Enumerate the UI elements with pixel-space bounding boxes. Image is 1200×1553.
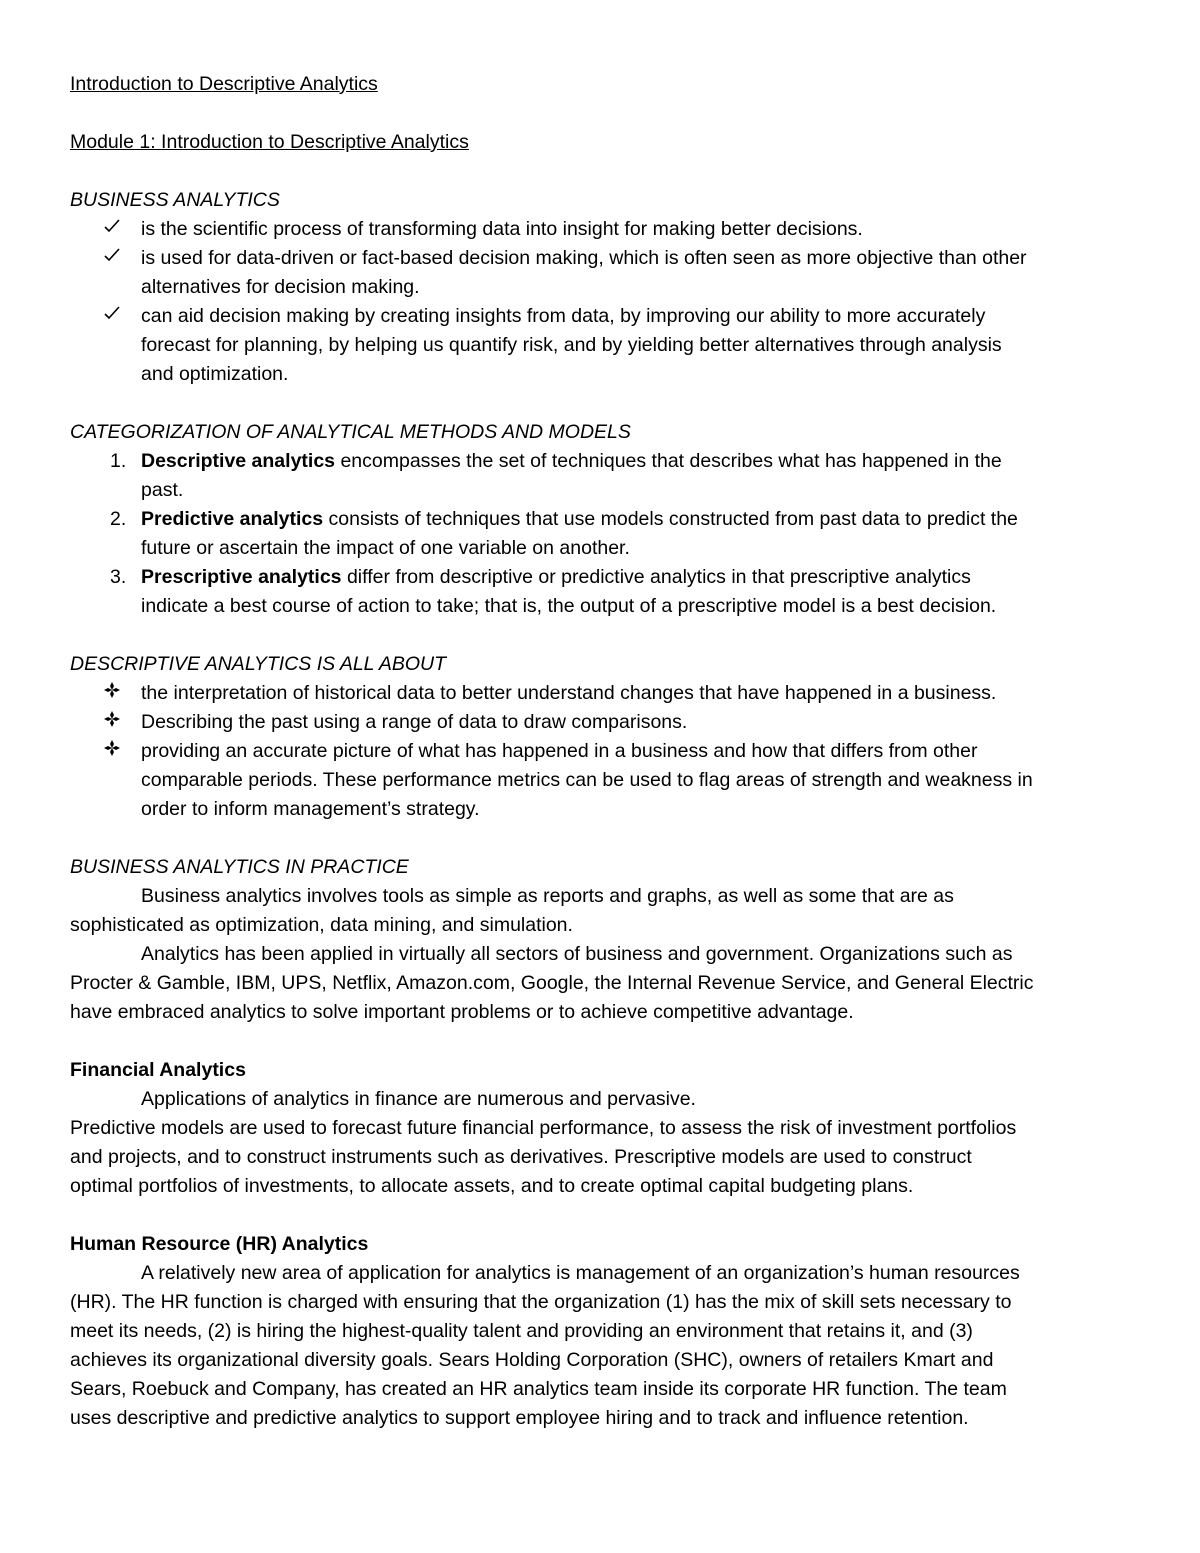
categorization-heading: CATEGORIZATION OF ANALYTICAL METHODS AND MODELS <box>70 421 631 443</box>
in-practice-heading: BUSINESS ANALYTICS IN PRACTICE <box>70 856 409 878</box>
module-heading: Module 1: Introduction to Descriptive Analytics <box>70 131 469 153</box>
paragraph-line: Business analytics involves tools as simple as reports and graphs, as well as some that are as <box>141 885 954 907</box>
paragraph-line: A relatively new area of application for analytics is management of an organization’s human resources <box>141 1262 1020 1284</box>
list-item: 3. Prescriptive analytics differ from descriptive or predictive analytics in that prescriptive analytics indicate a best course of action to take; that is, the output of a prescriptive model is a best decision. <box>110 566 997 617</box>
list-item: 1. Descriptive analytics encompasses the set of techniques that describes what has happened in the past. <box>110 450 1002 501</box>
financial-heading: Financial Analytics <box>70 1059 246 1081</box>
diamond-bullet-icon <box>103 737 133 766</box>
paragraph-line: Applications of analytics in finance are numerous and pervasive. <box>141 1088 696 1110</box>
paragraph-line: Predictive models are used to forecast future financial performance, to assess the risk of investment portfolios <box>70 1117 1017 1139</box>
diamond-bullet-icon <box>103 708 133 737</box>
list-item: can aid decision making by creating insights from data, by improving our ability to more accurately forecast for planning, by helping us quantify risk, and by yielding better alternatives through analysis and optimization. <box>70 302 1135 389</box>
list-item: 2. Predictive analytics consists of techniques that use models constructed from past data to predict the future or ascertain the impact of one variable on another. <box>110 508 1018 559</box>
list-item: is the scientific process of transforming data into insight for making better decisions. <box>70 215 1135 244</box>
paragraph-line: and projects, and to construct instruments such as derivatives. Prescriptive models are used to construct <box>70 1146 972 1168</box>
paragraph-line: uses descriptive and predictive analytics to support employee hiring and to track and influence retention. <box>70 1407 969 1429</box>
paragraph-line: Analytics has been applied in virtually all sectors of business and government. Organizations such as <box>141 943 1013 965</box>
paragraph-line: meet its needs, (2) is hiring the highest-quality talent and providing an environment that retains it, and (3) <box>70 1320 973 1342</box>
hr-heading: Human Resource (HR) Analytics <box>70 1233 369 1255</box>
business-analytics-heading: BUSINESS ANALYTICS <box>70 189 280 211</box>
list-item: the interpretation of historical data to better understand changes that have happened in a business. <box>70 679 1135 708</box>
diamond-bullet-icon <box>103 679 133 708</box>
list-item: Describing the past using a range of data to draw comparisons. <box>70 708 1135 737</box>
paragraph-line: achieves its organizational diversity goals. Sears Holding Corporation (SHC), owners of retailers Kmart and <box>70 1349 994 1371</box>
document-page <box>70 70 1135 1433</box>
list-item: is used for data-driven or fact-based decision making, which is often seen as more objective than other alternatives for decision making. <box>70 244 1135 302</box>
checkmark-icon <box>103 302 133 331</box>
paragraph-line: Procter & Gamble, IBM, UPS, Netflix, Amazon.com, Google, the Internal Revenue Service, and General Electric <box>70 972 1034 994</box>
document-title: Introduction to Descriptive Analytics <box>70 73 378 95</box>
descriptive-about-heading: DESCRIPTIVE ANALYTICS IS ALL ABOUT <box>70 653 447 675</box>
paragraph-line: Sears, Roebuck and Company, has created an HR analytics team inside its corporate HR function. The team <box>70 1378 1007 1400</box>
paragraph-line: (HR). The HR function is charged with ensuring that the organization (1) has the mix of skill sets necessary to <box>70 1291 1012 1313</box>
checkmark-icon <box>103 244 133 273</box>
list-item: providing an accurate picture of what has happened in a business and how that differs from other comparable periods. These performance metrics can be used to flag areas of strength and weakness in order to inform management’s strategy. <box>70 737 1135 824</box>
paragraph-line: have embraced analytics to solve important problems or to achieve competitive advantage. <box>70 1001 854 1023</box>
checkmark-icon <box>103 215 133 244</box>
paragraph-line: sophisticated as optimization, data mining, and simulation. <box>70 914 573 936</box>
paragraph-line: optimal portfolios of investments, to allocate assets, and to create optimal capital budgeting plans. <box>70 1175 914 1197</box>
